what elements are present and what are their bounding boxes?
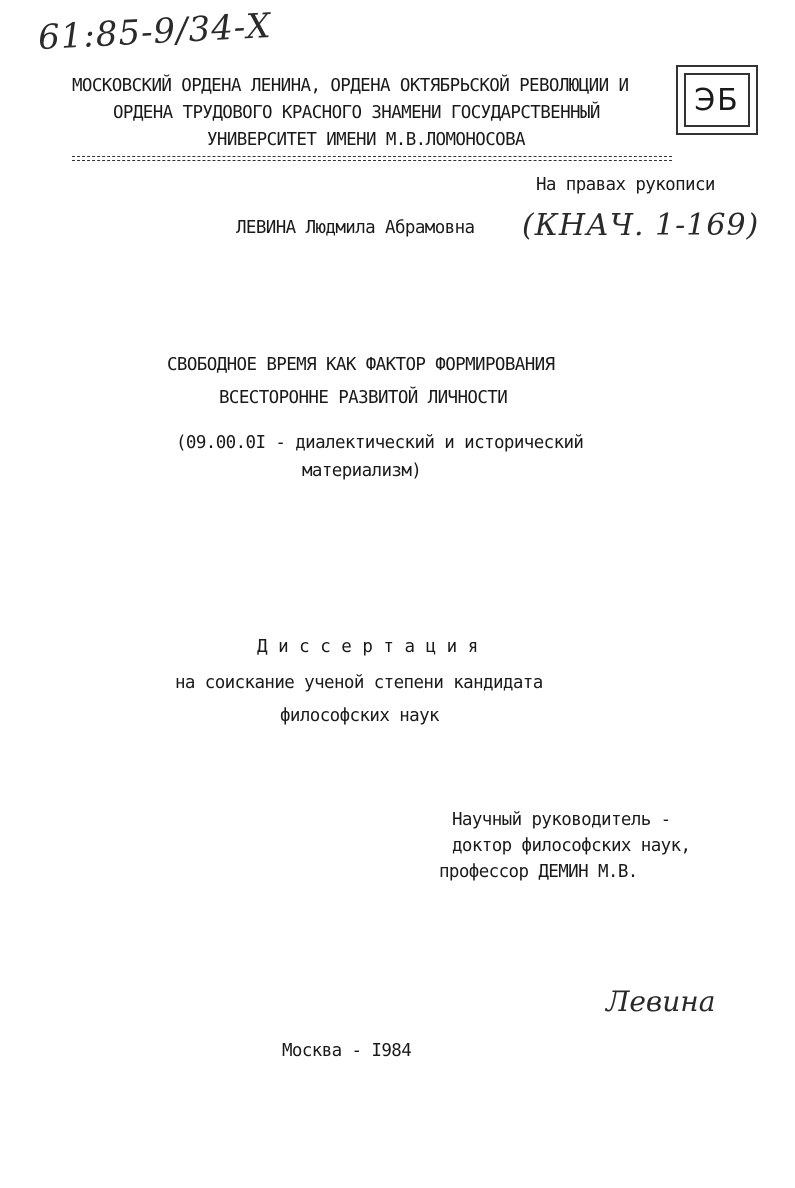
handwritten-reference: (КНАЧ. 1-169) [522, 208, 760, 243]
archive-code: 61:85-9/34-Х [37, 5, 273, 59]
supervisor-line-2: доктор философских наук, [452, 836, 691, 856]
title-line-1: СВОБОДНОЕ ВРЕМЯ КАК ФАКТОР ФОРМИРОВАНИЯ [167, 355, 555, 375]
rights-note: На правах рукописи [536, 175, 715, 195]
specialty-line-1: (09.00.0I - диалектический и исторический [176, 433, 584, 453]
dissertation-heading: Д и с с е р т а ц и я [257, 637, 479, 657]
stamp-box [676, 65, 758, 135]
supervisor-line-1: Научный руководитель - [452, 810, 671, 830]
institution-line-3: УНИВЕРСИТЕТ ИМЕНИ М.В.ЛОМОНОСОВА [207, 130, 525, 150]
divider-rule-2 [72, 160, 672, 161]
dissertation-field-line: философских наук [280, 706, 439, 726]
place-and-year: Москва - I984 [282, 1041, 412, 1061]
supervisor-line-3: профессор ДЕМИН М.В. [439, 862, 638, 882]
stamp-text: ЭБ [684, 73, 750, 127]
institution-line-1: МОСКОВСКИЙ ОРДЕНА ЛЕНИНА, ОРДЕНА ОКТЯБРЬСКОЙ РЕВОЛЮЦИИ И [72, 76, 629, 96]
divider-rule-1 [72, 156, 672, 157]
dissertation-degree-line: на соискание ученой степени кандидата [175, 673, 543, 693]
institution-line-2: ОРДЕНА ТРУДОВОГО КРАСНОГО ЗНАМЕНИ ГОСУДАРСТВЕННЫЙ [113, 103, 600, 123]
author-name: ЛЕВИНА Людмила Абрамовна [236, 218, 475, 238]
title-line-2: ВСЕСТОРОННЕ РАЗВИТОЙ ЛИЧНОСТИ [219, 388, 508, 408]
author-signature: Левина [606, 985, 716, 1018]
specialty-line-2: материализм) [302, 461, 422, 481]
